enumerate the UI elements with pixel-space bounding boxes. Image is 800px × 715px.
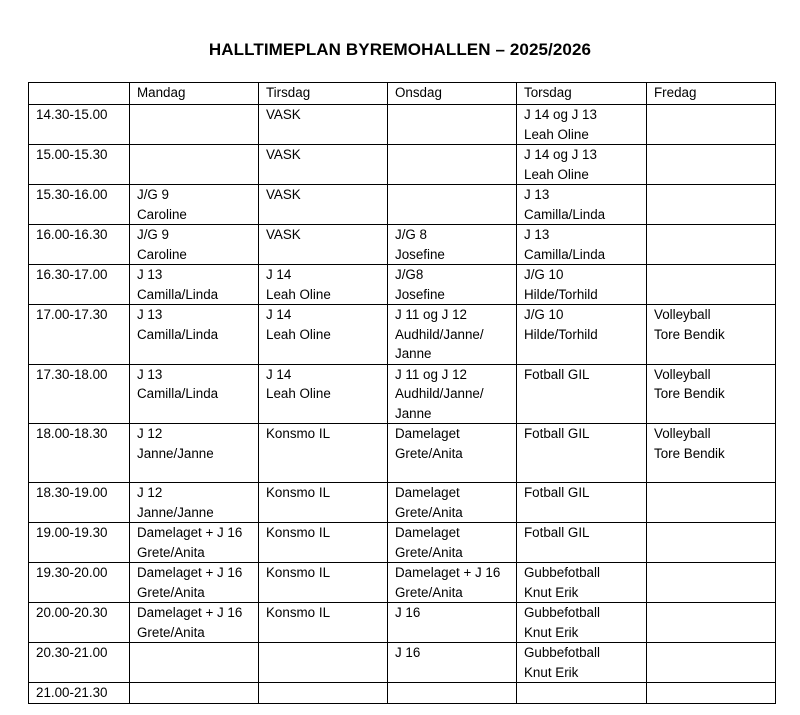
cell-text-line: Damelaget + J 16 [395, 565, 501, 580]
cell-text-line: VASK [266, 187, 301, 202]
cell-text-line: Volleyball [654, 307, 711, 322]
table-row [29, 424, 776, 483]
time-slot-cell: 16.00-16.30 [29, 225, 130, 265]
cell-text-line: Grete/Anita [137, 584, 205, 600]
cell-text-line: Knut Erik [524, 664, 579, 680]
cell-text-line: Camilla/Linda [524, 206, 606, 222]
schedule-cell-monday [130, 483, 259, 523]
time-slot-cell: 18.30-19.00 [29, 483, 130, 523]
cell-text-line: J 14 og J 13 [524, 147, 597, 162]
schedule-cell-thursday [517, 105, 647, 145]
cell-text-line: J 12 [137, 426, 163, 441]
schedule-cell-tuesday [259, 305, 388, 365]
header-time [29, 83, 130, 105]
cell-text-line: Camilla/Linda [137, 386, 219, 401]
cell-text-line: J 11 og J 12 [395, 307, 467, 322]
cell-text-line: Janne [395, 405, 432, 421]
cell-text-line: Janne/Janne [137, 445, 214, 461]
schedule-cell-friday [647, 683, 776, 704]
cell-text-line: J/G 8 [395, 227, 427, 242]
schedule-cell-tuesday [259, 603, 388, 643]
time-slot-cell: 19.00-19.30 [29, 523, 130, 563]
schedule-cell-friday [647, 563, 776, 603]
header-tuesday: Tirsdag [259, 83, 388, 105]
cell-text-line: Tore Bendik [654, 386, 725, 401]
schedule-cell-wednesday [388, 483, 517, 523]
schedule-cell-monday [130, 563, 259, 603]
schedule-cell-wednesday [388, 305, 517, 365]
schedule-cell-monday [130, 265, 259, 305]
schedule-cell-tuesday [259, 643, 388, 683]
schedule-cell-friday [647, 225, 776, 265]
cell-text-line: J/G 10 [524, 267, 564, 282]
schedule-cell-wednesday [388, 145, 517, 185]
cell-text-line: Fotball GIL [524, 485, 590, 500]
cell-text-line: VASK [266, 227, 301, 242]
cell-text-line: Volleyball [654, 366, 711, 382]
cell-text-line: J/G 10 [524, 307, 564, 322]
cell-text-line: Leah Oline [266, 286, 331, 302]
schedule-cell-friday [647, 145, 776, 185]
schedule-cell-thursday [517, 225, 647, 265]
cell-text-line: Audhild/Janne/ [395, 386, 484, 401]
schedule-cell-wednesday [388, 563, 517, 603]
cell-text-line: Caroline [137, 246, 187, 262]
table-row [29, 563, 776, 603]
cell-text-line: J 13 [137, 267, 163, 282]
time-slot-cell: 17.00-17.30 [29, 305, 130, 365]
cell-text-line: J 13 [524, 187, 550, 202]
schedule-cell-thursday [517, 364, 647, 424]
cell-text-line: J 16 [395, 645, 421, 660]
table-row [29, 265, 776, 305]
cell-text-line: J 16 [395, 605, 421, 620]
schedule-cell-tuesday [259, 225, 388, 265]
cell-text-line: Grete/Anita [395, 445, 463, 461]
cell-text-line: Damelaget [395, 426, 460, 441]
cell-text-line: J 13 [524, 227, 550, 242]
time-slot-cell: 20.00-20.30 [29, 603, 130, 643]
cell-text-line: J/G8 [395, 267, 424, 282]
cell-text-line: J 14 [266, 366, 292, 382]
schedule-cell-tuesday [259, 683, 388, 704]
time-slot-cell: 16.30-17.00 [29, 265, 130, 305]
cell-text-line: J 13 [137, 307, 163, 322]
table-row [29, 523, 776, 563]
schedule-cell-wednesday [388, 105, 517, 145]
schedule-cell-monday [130, 225, 259, 265]
cell-text-line: Tore Bendik [654, 445, 725, 461]
schedule-cell-wednesday [388, 185, 517, 225]
schedule-cell-monday [130, 683, 259, 704]
table-row [29, 643, 776, 683]
schedule-cell-thursday [517, 523, 647, 563]
schedule-cell-friday [647, 364, 776, 424]
table-row [29, 305, 776, 365]
schedule-cell-thursday [517, 683, 647, 704]
schedule-cell-wednesday [388, 603, 517, 643]
schedule-cell-thursday [517, 603, 647, 643]
cell-text-line: Camilla/Linda [137, 326, 219, 342]
time-slot-cell: 14.30-15.00 [29, 105, 130, 145]
header-wednesday: Onsdag [388, 83, 517, 105]
cell-text-line: J/G 9 [137, 227, 169, 242]
schedule-cell-friday [647, 603, 776, 643]
table-row [29, 483, 776, 523]
schedule-cell-tuesday [259, 105, 388, 145]
cell-text-line: Josefine [395, 286, 445, 302]
cell-text-line: Josefine [395, 246, 445, 262]
cell-text-line: Leah Oline [524, 126, 589, 142]
schedule-cell-thursday [517, 185, 647, 225]
schedule-cell-tuesday [259, 523, 388, 563]
cell-text-line: Grete/Anita [395, 584, 463, 600]
time-slot-cell: 21.00-21.30 [29, 683, 130, 704]
header-monday: Mandag [130, 83, 259, 105]
schedule-cell-wednesday [388, 225, 517, 265]
cell-text-line: Konsmo IL [266, 605, 331, 620]
cell-text-line: Damelaget + J 16 [137, 565, 243, 580]
schedule-cell-monday [130, 305, 259, 365]
schedule-table [28, 82, 776, 704]
cell-text-line: Grete/Anita [137, 544, 205, 560]
schedule-cell-monday [130, 145, 259, 185]
schedule-cell-friday [647, 424, 776, 483]
schedule-cell-friday [647, 265, 776, 305]
cell-text-line: Knut Erik [524, 584, 579, 600]
cell-text-line: Audhild/Janne/ [395, 326, 484, 342]
table-row [29, 364, 776, 424]
cell-text-line: Konsmo IL [266, 565, 331, 580]
cell-text-line: Grete/Anita [395, 544, 463, 560]
time-slot-cell: 18.00-18.30 [29, 424, 130, 483]
cell-text-line: Leah Oline [266, 386, 331, 401]
cell-text-line: Damelaget + J 16 [137, 525, 243, 540]
cell-text-line: Damelaget + J 16 [137, 605, 243, 620]
cell-text-line: Damelaget [395, 485, 460, 500]
schedule-cell-monday [130, 643, 259, 683]
cell-text-line: Konsmo IL [266, 525, 331, 540]
schedule-cell-thursday [517, 265, 647, 305]
cell-text-line: Camilla/Linda [137, 286, 219, 302]
time-slot-cell: 17.30-18.00 [29, 364, 130, 424]
cell-text-line: J 11 og J 12 [395, 366, 467, 382]
header-row [29, 83, 776, 105]
time-slot-cell: 15.30-16.00 [29, 185, 130, 225]
schedule-cell-wednesday [388, 683, 517, 704]
cell-text-line: Gubbefotball [524, 605, 600, 620]
cell-text-line: Gubbefotball [524, 565, 600, 580]
schedule-cell-friday [647, 523, 776, 563]
schedule-cell-tuesday [259, 265, 388, 305]
cell-text-line: J 14 [266, 307, 292, 322]
schedule-cell-friday [647, 185, 776, 225]
schedule-cell-thursday [517, 424, 647, 483]
schedule-cell-tuesday [259, 483, 388, 523]
schedule-cell-monday [130, 603, 259, 643]
schedule-cell-tuesday [259, 145, 388, 185]
cell-text-line: Camilla/Linda [524, 246, 606, 262]
cell-text-line: Janne [395, 346, 432, 361]
schedule-cell-friday [647, 483, 776, 523]
cell-text-line: Fotball GIL [524, 525, 590, 540]
schedule-cell-friday [647, 305, 776, 365]
schedule-cell-friday [647, 643, 776, 683]
cell-text-line: Grete/Anita [137, 624, 205, 640]
cell-text-line: J 14 [266, 267, 292, 282]
cell-text-line: Konsmo IL [266, 485, 331, 500]
schedule-cell-monday [130, 185, 259, 225]
cell-text-line: J 14 og J 13 [524, 107, 597, 122]
time-slot-cell: 15.00-15.30 [29, 145, 130, 185]
schedule-cell-wednesday [388, 424, 517, 483]
cell-text-line: VASK [266, 147, 301, 162]
schedule-cell-monday [130, 523, 259, 563]
schedule-cell-thursday [517, 145, 647, 185]
cell-text-line: Fotball GIL [524, 366, 590, 382]
page-title: HALLTIMEPLAN BYREMOHALLEN – 2025/2026 [208, 40, 592, 59]
schedule-cell-tuesday [259, 424, 388, 483]
schedule-body [29, 105, 776, 704]
schedule-cell-wednesday [388, 364, 517, 424]
table-row [29, 105, 776, 145]
header-thursday: Torsdag [517, 83, 647, 105]
cell-text-line: J 13 [137, 366, 163, 382]
table-row [29, 225, 776, 265]
schedule-cell-wednesday [388, 643, 517, 683]
schedule-cell-thursday [517, 563, 647, 603]
cell-text-line: VASK [266, 107, 301, 122]
cell-text-line: Konsmo IL [266, 426, 331, 441]
cell-text-line: Hilde/Torhild [524, 286, 598, 302]
time-slot-cell: 19.30-20.00 [29, 563, 130, 603]
cell-text-line: J 12 [137, 485, 163, 500]
cell-text-line: Leah Oline [524, 166, 589, 182]
schedule-cell-wednesday [388, 523, 517, 563]
table-row [29, 683, 776, 704]
schedule-cell-tuesday [259, 185, 388, 225]
schedule-cell-friday [647, 105, 776, 145]
header-friday: Fredag [647, 83, 776, 105]
time-slot-cell: 20.30-21.00 [29, 643, 130, 683]
cell-text-line: Tore Bendik [654, 326, 725, 342]
schedule-cell-wednesday [388, 265, 517, 305]
schedule-cell-tuesday [259, 364, 388, 424]
table-row [29, 603, 776, 643]
cell-text-line: Gubbefotball [524, 645, 600, 660]
schedule-cell-monday [130, 364, 259, 424]
schedule-cell-monday [130, 424, 259, 483]
schedule-cell-monday [130, 105, 259, 145]
cell-text-line: Caroline [137, 206, 187, 222]
cell-text-line: J/G 9 [137, 187, 169, 202]
cell-text-line: Grete/Anita [395, 504, 463, 520]
schedule-cell-thursday [517, 643, 647, 683]
cell-text-line: Fotball GIL [524, 426, 590, 441]
table-row [29, 145, 776, 185]
cell-text-line: Knut Erik [524, 624, 579, 640]
cell-text-line: Volleyball [654, 426, 711, 441]
cell-text-line: Janne/Janne [137, 504, 214, 520]
cell-text-line: Hilde/Torhild [524, 326, 598, 342]
schedule-cell-tuesday [259, 563, 388, 603]
schedule-cell-thursday [517, 305, 647, 365]
cell-text-line: Damelaget [395, 525, 460, 540]
schedule-cell-thursday [517, 483, 647, 523]
cell-text-line: Leah Oline [266, 326, 331, 342]
table-row [29, 185, 776, 225]
